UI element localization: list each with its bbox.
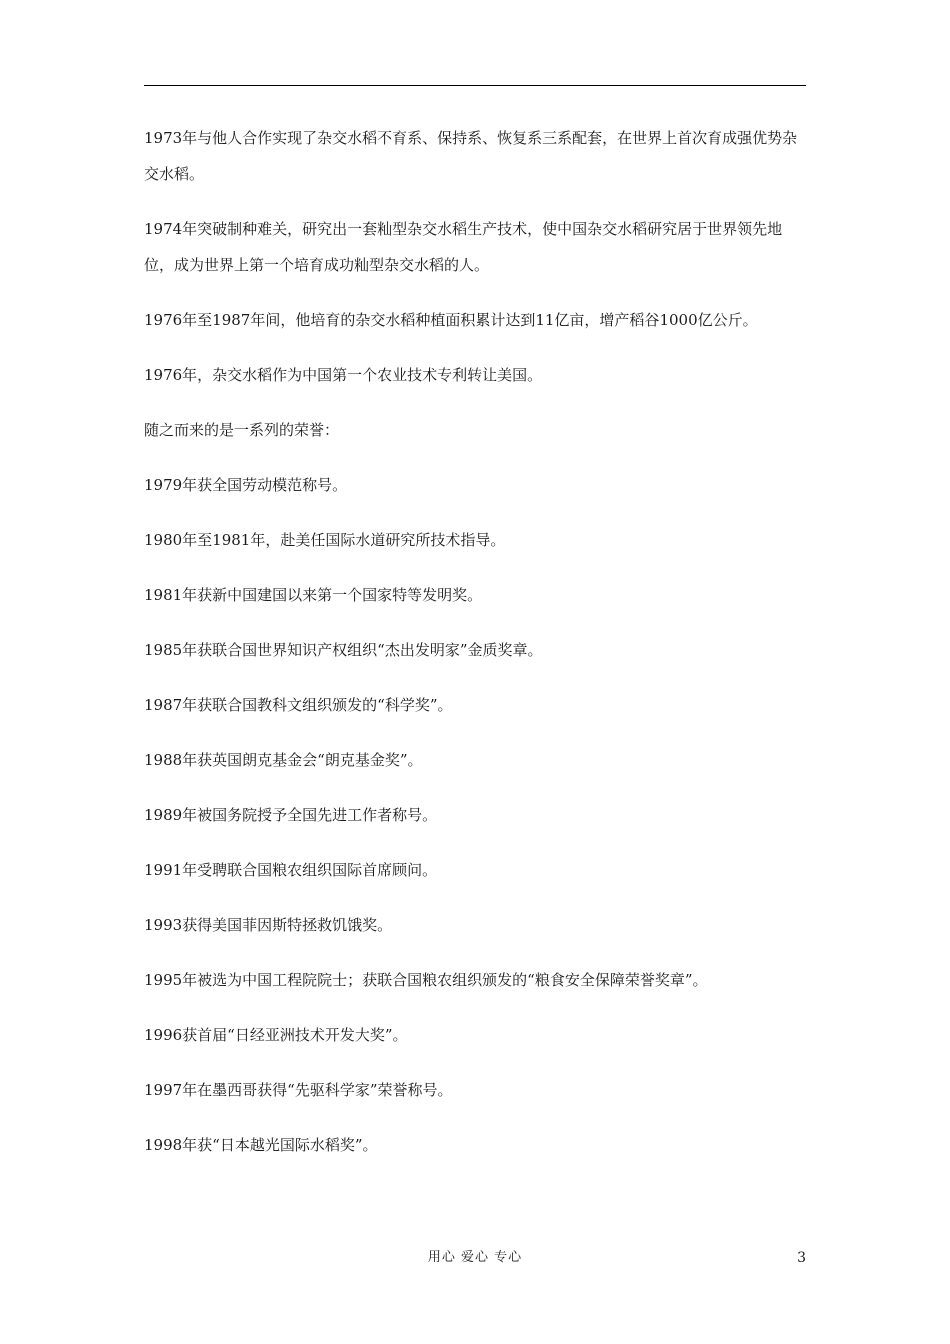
page-number: 3	[797, 1250, 806, 1266]
paragraph-honors-intro: 随之而来的是一系列的荣誉：	[144, 421, 340, 439]
paragraph-1981: 1981年获新中国建国以来第一个国家特等发明奖。	[144, 586, 483, 604]
header-rule	[144, 85, 806, 86]
document-body	[144, 120, 812, 1163]
paragraph-1976-patent: 1976年，杂交水稻作为中国第一个农业技术专利转让美国。	[144, 366, 543, 384]
paragraph-1976-1987: 1976年至1987年间，他培育的杂交水稻种植面积累计达到11亿亩，增产稻谷1000亿公斤。	[144, 311, 758, 329]
footer-motto: 用心 爱心 专心	[427, 1250, 523, 1265]
paragraph-1996: 1996获首届“日经亚洲技术开发大奖”。	[144, 1026, 408, 1044]
paragraph-1988: 1988年获英国朗克基金会“朗克基金奖”。	[144, 751, 423, 769]
paragraph-1987: 1987年获联合国教科文组织颁发的“科学奖”。	[144, 696, 453, 714]
paragraph-1997: 1997年在墨西哥获得“先驱科学家”荣誉称号。	[144, 1081, 453, 1099]
paragraph-1973: 1973年与他人合作实现了杂交水稻不育系、保持系、恢复系三系配套，在世界上首次育成强优势杂交水稻。	[144, 129, 798, 183]
paragraph-1998: 1998年获“日本越光国际水稻奖”。	[144, 1136, 378, 1154]
paragraph-1993: 1993获得美国菲因斯特拯救饥饿奖。	[144, 916, 393, 934]
paragraph-1995: 1995年被选为中国工程院院士；获联合国粮农组织颁发的“粮食安全保障荣誉奖章”。	[144, 971, 708, 989]
paragraph-1989: 1989年被国务院授予全国先进工作者称号。	[144, 806, 438, 824]
paragraph-1974: 1974年突破制种难关，研究出一套籼型杂交水稻生产技术，使中国杂交水稻研究居于世界领先地位，成为世界上第一个培育成功籼型杂交水稻的人。	[144, 220, 783, 274]
paragraph-1985: 1985年获联合国世界知识产权组织“杰出发明家”金质奖章。	[144, 641, 543, 659]
paragraph-1991: 1991年受聘联合国粮农组织国际首席顾问。	[144, 861, 438, 879]
paragraph-1979: 1979年获全国劳动模范称号。	[144, 476, 348, 494]
paragraph-1980-1981: 1980年至1981年，赴美任国际水道研究所技术指导。	[144, 531, 506, 549]
